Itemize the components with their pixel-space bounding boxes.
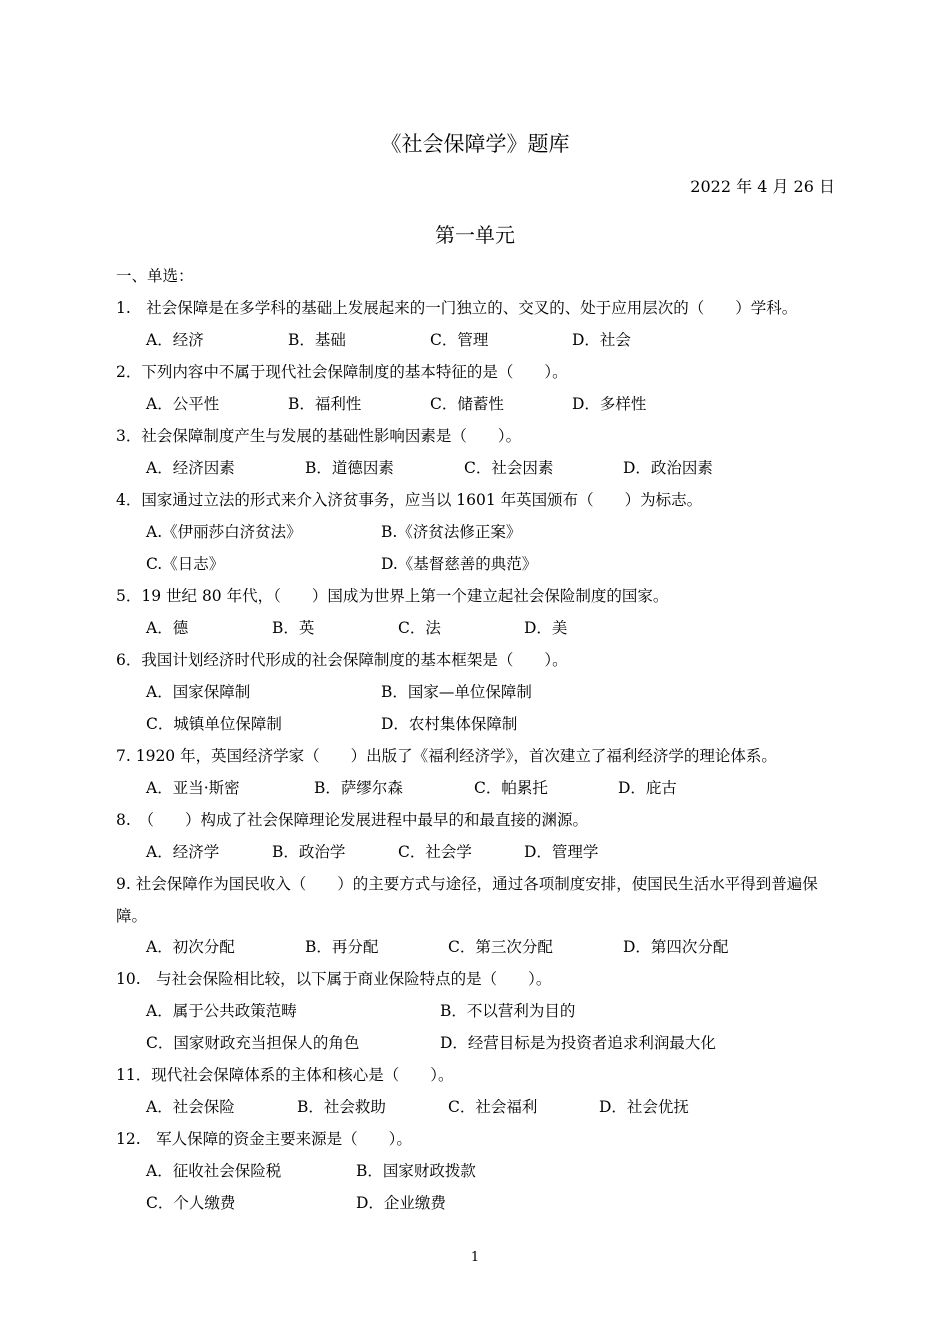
option-c: C.《日志》 [146, 555, 225, 573]
option-c: C．城镇单位保障制 [146, 715, 282, 733]
option-d: D．经营目标是为投资者追求利润最大化 [440, 1034, 716, 1052]
unit-title: 第一单元 [435, 223, 515, 247]
option-d: D．企业缴费 [356, 1194, 446, 1212]
question-5: 5．19 世纪 80 年代，（ ）国成为世界上第一个建立起社会保险制度的国家。 [116, 587, 669, 605]
question-7: 7. 1920 年，英国经济学家（ ）出版了《福利经济学》，首次建立了福利经济学的理论体系。 [116, 747, 777, 765]
option-d: D．第四次分配 [623, 938, 729, 956]
option-d: D．社会 [572, 331, 631, 349]
option-b: B．再分配 [305, 938, 379, 956]
question-10: 10. 与社会保险相比较，以下属于商业保险特点的是（ ）。 [116, 970, 552, 988]
option-b: B．不以营利为目的 [440, 1002, 576, 1020]
question-8: 8. （ ）构成了社会保障理论发展进程中最早的和最直接的渊源。 [116, 811, 589, 829]
option-d: D．政治因素 [623, 459, 713, 477]
option-a: A．经济学 [146, 843, 220, 861]
option-c: C．社会福利 [448, 1098, 538, 1116]
option-c: C．储蓄性 [430, 395, 504, 413]
option-b: B．国家—单位保障制 [381, 683, 532, 701]
option-a: A．社会保险 [146, 1098, 235, 1116]
option-c: C．管理 [430, 331, 489, 349]
option-b: B．萨缪尔森 [314, 779, 403, 797]
option-a: A．经济因素 [146, 459, 235, 477]
option-a: A．亚当·斯密 [146, 779, 240, 797]
option-d: D．社会优抚 [599, 1098, 689, 1116]
question-1: 1. 社会保障是在多学科的基础上发展起来的一门独立的、交叉的、处于应用层次的（ ）学科。 [116, 299, 798, 317]
option-d: D.《基督慈善的典范》 [381, 555, 538, 573]
question-3: 3．社会保障制度产生与发展的基础性影响因素是（ ）。 [116, 427, 522, 445]
option-d: D．农村集体保障制 [381, 715, 518, 733]
question-9: 9. 社会保障作为国民收入（ ）的主要方式与途径，通过各项制度安排，使国民生活水平得到普遍保障。 [116, 875, 818, 925]
question-2: 2．下列内容中不属于现代社会保障制度的基本特征的是（ ）。 [116, 363, 568, 381]
option-b: B．社会救助 [297, 1098, 386, 1116]
question-6: 6．我国计划经济时代形成的社会保障制度的基本框架是（ ）。 [116, 651, 568, 669]
option-c: C．个人缴费 [146, 1194, 236, 1212]
option-a: A．公平性 [146, 395, 220, 413]
option-c: C．社会因素 [464, 459, 554, 477]
option-c: C．帕累托 [474, 779, 548, 797]
page-number: 1 [470, 1250, 480, 1265]
option-a: A．国家保障制 [146, 683, 251, 701]
option-a: A.《伊丽莎白济贫法》 [146, 523, 302, 541]
option-d: D．美 [524, 619, 568, 637]
question-12: 12. 军人保障的资金主要来源是（ ）。 [116, 1130, 412, 1148]
option-b: B．政治学 [272, 843, 346, 861]
option-d: D．庇古 [618, 779, 677, 797]
option-d: D．管理学 [524, 843, 599, 861]
option-b: B．国家财政拨款 [356, 1162, 476, 1180]
option-d: D．多样性 [572, 395, 647, 413]
document-title: 《社会保障学》题库 [380, 132, 570, 156]
option-c: C．法 [398, 619, 441, 637]
option-b: B．道德因素 [305, 459, 394, 477]
option-a: A．德 [146, 619, 189, 637]
question-11: 11．现代社会保障体系的主体和核心是（ ）。 [116, 1066, 454, 1084]
option-a: A．征收社会保险税 [146, 1162, 282, 1180]
option-c: C．社会学 [398, 843, 472, 861]
option-c: C．第三次分配 [448, 938, 553, 956]
option-a: A．经济 [146, 331, 204, 349]
option-a: A．属于公共政策范畴 [146, 1002, 297, 1020]
option-a: A．初次分配 [146, 938, 235, 956]
option-b: B．英 [272, 619, 315, 637]
section-heading: 一、单选： [116, 267, 194, 285]
option-b: B．基础 [288, 331, 346, 349]
option-c: C．国家财政充当担保人的角色 [146, 1034, 360, 1052]
question-4: 4．国家通过立法的形式来介入济贫事务，应当以 1601 年英国颁布（ ）为标志。 [116, 491, 703, 509]
document-date: 2022 年 4 月 26 日 [690, 177, 835, 196]
option-b: B.《济贫法修正案》 [381, 523, 522, 541]
option-b: B．福利性 [288, 395, 362, 413]
